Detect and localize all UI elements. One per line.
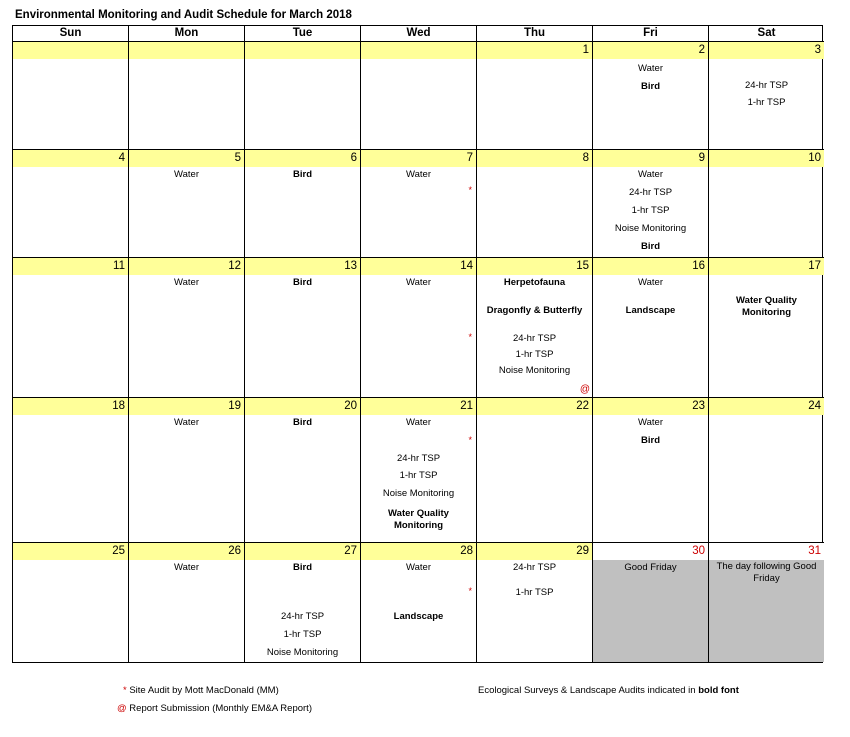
day-cell[interactable] [13, 42, 129, 150]
day-cell[interactable] [361, 543, 477, 662]
schedule-event: Water [638, 277, 663, 288]
schedule-event: Noise Monitoring [382, 488, 455, 499]
day-header-sun: Sun [13, 26, 129, 42]
day-number-bar [129, 258, 244, 275]
day-cell[interactable] [245, 42, 361, 150]
schedule-event: 1-hr TSP [515, 587, 554, 598]
day-cell[interactable] [245, 543, 361, 662]
day-cell[interactable] [245, 150, 361, 258]
day-cell[interactable] [129, 42, 245, 150]
schedule-event: Water Quality Monitoring [388, 508, 449, 531]
day-number: 18 [112, 400, 125, 412]
day-header-mon: Mon [129, 26, 245, 42]
site-audit-marker: * [468, 435, 472, 445]
day-cell[interactable] [361, 42, 477, 150]
schedule-event: Water Quality Monitoring [736, 295, 797, 318]
day-number-bar [129, 150, 244, 167]
schedule-event: Water [174, 562, 199, 573]
schedule-event: 24-hr TSP [512, 333, 557, 344]
day-cell[interactable] [13, 398, 129, 543]
page-title: Environmental Monitoring and Audit Schedule for March 2018 [15, 9, 352, 21]
day-header-wed: Wed [361, 26, 477, 42]
day-number: 31 [808, 545, 821, 557]
day-number-bar [593, 398, 708, 415]
day-cell[interactable] [709, 150, 824, 258]
day-number: 3 [814, 44, 821, 56]
day-header-sat: Sat [709, 26, 824, 42]
day-number: 25 [112, 545, 125, 557]
day-number: 27 [344, 545, 357, 557]
schedule-event: Bird [293, 417, 312, 428]
day-number-bar [593, 543, 708, 560]
day-number: 5 [234, 152, 241, 164]
day-number: 21 [460, 400, 473, 412]
day-number-bar [13, 398, 128, 415]
site-audit-marker: * [468, 586, 472, 596]
day-number-bar [361, 543, 476, 560]
schedule-event: Bird [641, 81, 660, 92]
day-number-bar [477, 150, 592, 167]
day-number: 20 [344, 400, 357, 412]
day-number-bar [477, 398, 592, 415]
legend-report [117, 703, 312, 715]
site-audit-marker: * [468, 185, 472, 195]
report-mark: @ [117, 703, 127, 714]
day-number-bar [13, 258, 128, 275]
day-cell[interactable] [13, 150, 129, 258]
day-number: 15 [576, 260, 589, 272]
day-number-bar [593, 42, 708, 59]
schedule-event: Water [406, 417, 431, 428]
schedule-event: Water [174, 277, 199, 288]
legend-site-audit [123, 685, 279, 697]
day-cell[interactable] [129, 150, 245, 258]
day-header-tue: Tue [245, 26, 361, 42]
day-cell[interactable] [129, 398, 245, 543]
day-cell[interactable] [477, 543, 593, 662]
schedule-event: Water [638, 417, 663, 428]
schedule-event: The day following Good Friday [716, 561, 817, 584]
day-number-bar [245, 543, 360, 560]
report-submission-marker: @ [579, 384, 590, 395]
day-cell[interactable] [709, 543, 824, 662]
schedule-event: Bird [293, 277, 312, 288]
holiday-shading [593, 560, 708, 662]
day-number: 29 [576, 545, 589, 557]
day-number-bar [593, 150, 708, 167]
day-number: 7 [466, 152, 473, 164]
day-number: 14 [460, 260, 473, 272]
schedule-event: 24-hr TSP [628, 187, 673, 198]
day-cell[interactable] [245, 398, 361, 543]
day-cell[interactable] [361, 398, 477, 543]
day-cell[interactable] [13, 543, 129, 662]
day-number-bar [361, 398, 476, 415]
day-number: 8 [582, 152, 589, 164]
schedule-event: 1-hr TSP [283, 629, 322, 640]
day-number-bar [245, 42, 360, 59]
schedule-event: 24-hr TSP [396, 453, 441, 464]
legend-ecological [478, 685, 739, 697]
day-number-bar [245, 150, 360, 167]
day-number: 24 [808, 400, 821, 412]
day-number-bar [709, 543, 824, 560]
schedule-event: Bird [641, 435, 660, 446]
schedule-event: 24-hr TSP [512, 562, 557, 573]
day-cell[interactable] [709, 42, 824, 150]
schedule-event: 1-hr TSP [515, 349, 554, 360]
schedule-event: Bird [293, 562, 312, 573]
day-number: 22 [576, 400, 589, 412]
schedule-event: Noise Monitoring [498, 365, 571, 376]
day-number: 28 [460, 545, 473, 557]
schedule-event: 24-hr TSP [280, 611, 325, 622]
site-audit-mark: * [123, 685, 127, 696]
day-cell[interactable] [593, 42, 709, 150]
calendar-grid [12, 25, 823, 663]
schedule-event: Bird [293, 169, 312, 180]
day-cell[interactable] [477, 258, 593, 398]
schedule-event: Noise Monitoring [266, 647, 339, 658]
day-header-thu: Thu [477, 26, 593, 42]
day-cell[interactable] [593, 543, 709, 662]
day-number-bar [477, 543, 592, 560]
schedule-event: Landscape [625, 305, 676, 316]
day-number: 19 [228, 400, 241, 412]
day-number-bar [245, 398, 360, 415]
day-number-bar [709, 258, 824, 275]
day-number-bar [129, 42, 244, 59]
schedule-event: 1-hr TSP [399, 470, 438, 481]
schedule-event: Dragonfly & Butterfly [486, 305, 583, 316]
site-audit-legend-text: Site Audit by Mott MacDonald (MM) [129, 685, 279, 696]
day-number: 9 [698, 152, 705, 164]
day-number-bar [709, 398, 824, 415]
schedule-event: Water [406, 169, 431, 180]
day-number-bar [245, 258, 360, 275]
day-number: 10 [808, 152, 821, 164]
day-number: 4 [118, 152, 125, 164]
day-number-bar [129, 398, 244, 415]
day-number: 1 [582, 44, 589, 56]
day-cell[interactable] [709, 398, 824, 543]
schedule-event: Water [406, 277, 431, 288]
day-number: 12 [228, 260, 241, 272]
day-number-bar [361, 42, 476, 59]
day-number-bar [361, 150, 476, 167]
schedule-event: Noise Monitoring [614, 223, 687, 234]
schedule-event: Water [638, 63, 663, 74]
day-number: 6 [350, 152, 357, 164]
schedule-event: Water [174, 169, 199, 180]
report-legend-text: Report Submission (Monthly EM&A Report) [129, 703, 312, 714]
day-number-bar [13, 150, 128, 167]
site-audit-marker: * [468, 332, 472, 342]
day-number-bar [129, 543, 244, 560]
day-cell[interactable] [593, 258, 709, 398]
day-number-bar [477, 42, 592, 59]
day-cell[interactable] [477, 150, 593, 258]
schedule-event: 1-hr TSP [747, 97, 786, 108]
day-cell[interactable] [593, 398, 709, 543]
schedule-event: Landscape [393, 611, 444, 622]
day-number-bar [593, 258, 708, 275]
day-cell[interactable] [245, 258, 361, 398]
day-header-fri: Fri [593, 26, 709, 42]
day-number: 30 [692, 545, 705, 557]
day-number-bar [361, 258, 476, 275]
day-number: 2 [698, 44, 705, 56]
day-cell[interactable] [129, 258, 245, 398]
day-cell[interactable] [709, 258, 824, 398]
day-number: 26 [228, 545, 241, 557]
day-cell[interactable] [13, 258, 129, 398]
day-cell[interactable] [477, 398, 593, 543]
day-number: 23 [692, 400, 705, 412]
font-word: font [720, 685, 739, 696]
day-number: 16 [692, 260, 705, 272]
ecological-legend-text: Ecological Surveys & Landscape Audits indicated in [478, 685, 696, 696]
day-number-bar [477, 258, 592, 275]
day-number-bar [709, 42, 824, 59]
day-number: 11 [113, 260, 125, 272]
schedule-event: Water [638, 169, 663, 180]
day-number: 17 [808, 260, 821, 272]
schedule-event: Herpetofauna [503, 277, 566, 288]
bold-word: bold [698, 685, 719, 696]
schedule-event: Water [406, 562, 431, 573]
day-number: 13 [344, 260, 357, 272]
day-cell[interactable] [129, 543, 245, 662]
day-number-bar [13, 543, 128, 560]
schedule-event: 1-hr TSP [631, 205, 670, 216]
day-cell[interactable] [361, 150, 477, 258]
day-cell[interactable] [361, 258, 477, 398]
day-number-bar [709, 150, 824, 167]
day-number-bar [13, 42, 128, 59]
schedule-event: Good Friday [624, 562, 677, 573]
day-cell[interactable] [477, 42, 593, 150]
schedule-event: Water [174, 417, 199, 428]
schedule-event: Bird [641, 241, 660, 252]
day-cell[interactable] [593, 150, 709, 258]
schedule-event: 24-hr TSP [744, 80, 789, 91]
